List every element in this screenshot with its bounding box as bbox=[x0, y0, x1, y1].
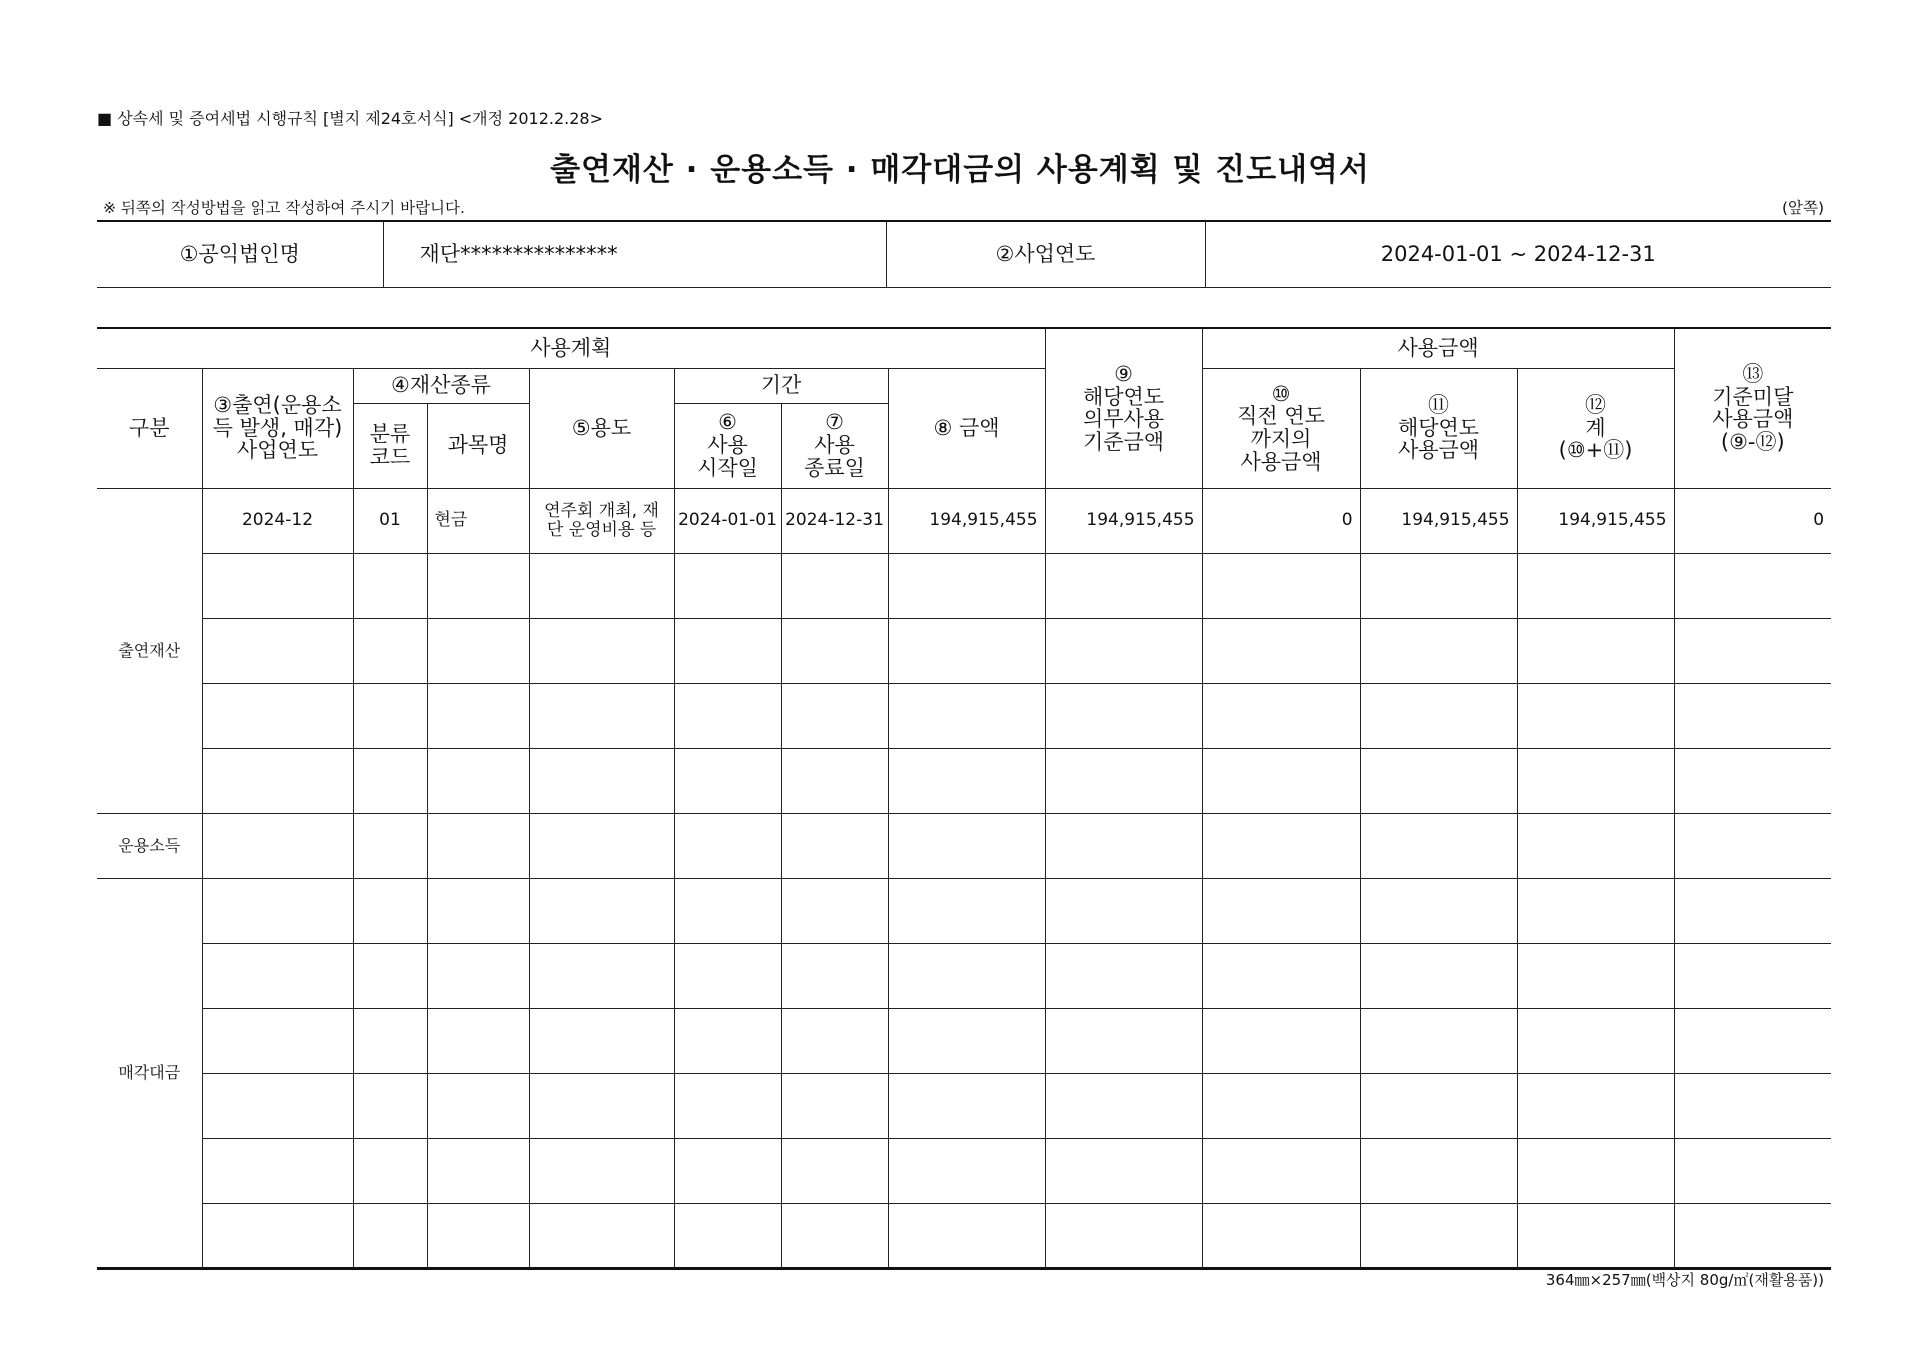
row-shortfall-cell: 0 bbox=[1674, 488, 1831, 553]
row-year-cell: 2024-12 bbox=[202, 488, 353, 553]
account-name-header: 과목명 bbox=[427, 403, 529, 488]
paper-spec: 364㎜×257㎜(백상지 80g/㎡(재활용품)) bbox=[1545, 1271, 1824, 1289]
table-row bbox=[97, 1008, 1831, 1073]
total-header: ⑫ 계 (⑩+⑪) bbox=[1517, 368, 1674, 488]
current-used-header: ⑪ 해당연도 사용금액 bbox=[1360, 368, 1517, 488]
page-side-label: (앞쪽) bbox=[1781, 199, 1824, 217]
table-row bbox=[97, 1203, 1831, 1268]
period-header: 기간 bbox=[674, 368, 888, 403]
table-row bbox=[97, 813, 1831, 878]
table-row bbox=[97, 553, 1831, 618]
table-row bbox=[97, 878, 1831, 943]
usage-header: ⑤용도 bbox=[529, 368, 674, 488]
corp-name-value: 재단*************** bbox=[383, 221, 886, 287]
section-contribution-label: 출연재산 bbox=[97, 488, 202, 813]
table-row bbox=[97, 1138, 1831, 1203]
amount-header: ⑧ 금액 bbox=[888, 368, 1045, 488]
start-date-header: ⑥ 사용 시작일 bbox=[674, 403, 781, 488]
section-operating-income-label: 운용소득 bbox=[97, 813, 202, 878]
table-row bbox=[97, 943, 1831, 1008]
business-year-value: 2024-01-01 ~ 2024-12-31 bbox=[1205, 221, 1831, 287]
row-start-cell: 2024-01-01 bbox=[674, 488, 781, 553]
end-date-header: ⑦ 사용 종료일 bbox=[781, 403, 888, 488]
prior-used-header: ⑩ 직전 연도 까지의 사용금액 bbox=[1202, 368, 1360, 488]
business-year-label: ②사업연도 bbox=[886, 221, 1205, 287]
usage-plan-table bbox=[97, 327, 1831, 1270]
category-header: 구분 bbox=[97, 368, 202, 488]
class-code-header: 분류 코드 bbox=[353, 403, 427, 488]
corp-info-table bbox=[97, 220, 1831, 288]
table-row bbox=[97, 683, 1831, 748]
table-row bbox=[97, 618, 1831, 683]
table-row bbox=[97, 488, 1831, 553]
form-reference: ■ 상속세 및 증여세법 시행규칙 [별지 제24호서식] <개정 2012.2.28> bbox=[97, 109, 604, 128]
corp-name-label: ①공익법인명 bbox=[97, 221, 383, 287]
section-sale-proceeds-label: 매각대금 bbox=[97, 878, 202, 1268]
instruction-note: ※ 뒤쪽의 작성방법을 읽고 작성하여 주시기 바랍니다. bbox=[103, 199, 465, 217]
row-code-cell: 01 bbox=[353, 488, 427, 553]
row-end-cell: 2024-12-31 bbox=[781, 488, 888, 553]
row-total-cell: 194,915,455 bbox=[1517, 488, 1674, 553]
table-row bbox=[97, 748, 1831, 813]
row-prior-cell: 0 bbox=[1202, 488, 1360, 553]
row-current-cell: 194,915,455 bbox=[1360, 488, 1517, 553]
property-type-header: ④재산종류 bbox=[353, 368, 529, 403]
page-title: 출연재산 · 운용소득 · 매각대금의 사용계획 및 진도내역서 bbox=[550, 152, 1370, 188]
table-row bbox=[97, 1073, 1831, 1138]
required-amount-header: ⑨ 해당연도 의무사용 기준금액 bbox=[1045, 328, 1202, 488]
amount-group-header: 사용금액 bbox=[1202, 328, 1674, 368]
contribution-year-header: ③출연(운용소 득 발생, 매각) 사업연도 bbox=[202, 368, 353, 488]
row-amount-cell: 194,915,455 bbox=[888, 488, 1045, 553]
row-account-cell: 현금 bbox=[427, 488, 529, 553]
row-usage-cell: 연주회 개최, 재 단 운영비용 등 bbox=[529, 488, 674, 553]
shortfall-header: ⑬ 기준미달 사용금액 (⑨-⑫) bbox=[1674, 328, 1831, 488]
plan-group-header: 사용계획 bbox=[97, 328, 1045, 368]
row-required-cell: 194,915,455 bbox=[1045, 488, 1202, 553]
